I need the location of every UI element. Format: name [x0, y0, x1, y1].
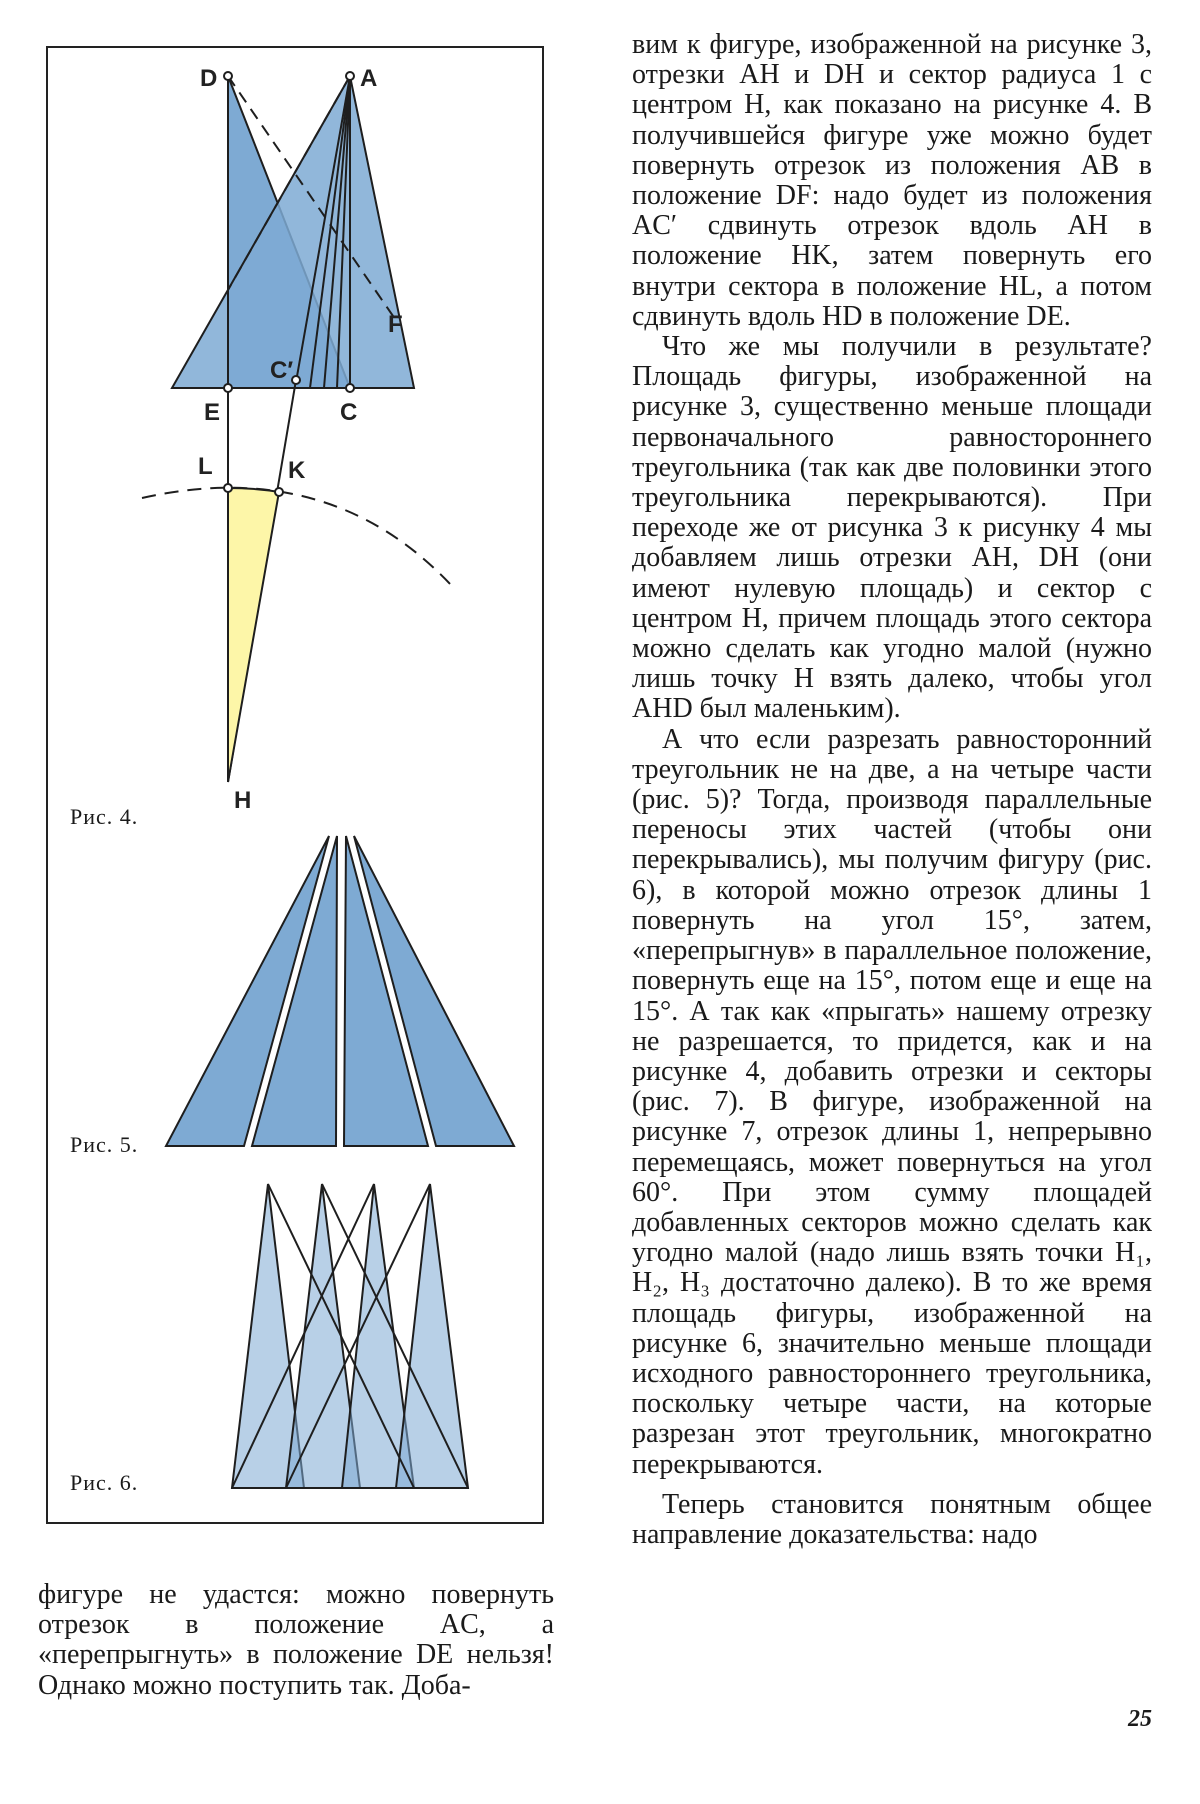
label-H: H: [234, 787, 252, 814]
label-E: E: [204, 399, 221, 426]
fig6-piece-4: [396, 1184, 468, 1488]
right-column-text: [632, 30, 1152, 1550]
point-D: [224, 72, 232, 80]
page-number: 25: [1128, 1706, 1152, 1732]
paragraph: Теперь становится понятным общее направление доказательства: надо: [632, 1488, 1152, 1550]
paragraph: Что же мы получили в результате? Площадь фигуры, изображенной на рисунке 3, существенно меньше площади первоначального равностороннего треугольника (так как две половинки этого треугольника перекрываются). При переходе же от рисунка 3 к рисунку 4 мы добавляем лишь отрезки AH, DH (они имеют нулевую площадь) и сектор с центром H, причем площадь этого сектора можно сделать как угодно малой (нужно лишь точку H взять далеко, чтобы угол AHD был маленьким).: [632, 331, 1152, 725]
fig4-sector: [228, 488, 279, 782]
paragraph: фигуре не удастся: можно повернуть отрезок в положение AC, а «перепрыгнуть» в положение DE нельзя! Однако можно поступить так. Доба-: [38, 1579, 554, 1701]
label-K: K: [288, 457, 306, 484]
figure-5: [166, 836, 514, 1146]
caption-fig4: Рис. 4.: [70, 804, 139, 829]
paragraph: А что если разрезать равносторонний треугольник не на две, а на четыре части (рис. 5)? Тогда, производя параллельные переносы этих частей (чтобы они перекрывались), мы получим фигуру (рис. 6), в которой можно отрезок длины 1 повернуть на угол 15°, затем, «перепрыгнув» в параллельное положение, повернуть еще на 15°, потом еще и еще на 15°. А так как «прыгать» нашему отрезку не разрешается, то придется, как и на рисунке 4, добавить отрезки и секторы (рис. 7). В фигуре, изображенной на рисунке 7, отрезок длины 1, непрерывно перемещаясь, может повернуться на угол 60°. При этом сумму площадей добавленных секторов можно сделать как угодно малой (надо лишь взять точки H₁, H₂, H₃ достаточно далеко). В то же время площадь фигуры, изображенной на рисунке 6, значительно меньше площади исходного равностороннего треугольника, поскольку четыре части, на которые разрезан этот треугольник, многократно перекрываются.: [632, 723, 1152, 1480]
point-L: [224, 484, 232, 492]
label-L: L: [198, 453, 213, 480]
caption-fig5: Рис. 5.: [70, 1132, 139, 1157]
figure-6: [232, 1184, 468, 1488]
fig4-right-half: [172, 76, 414, 388]
caption-fig6: Рис. 6.: [70, 1470, 139, 1495]
fig4-dashed-arc: [142, 488, 452, 586]
label-C-prime: C′: [270, 357, 294, 384]
point-K: [275, 488, 283, 496]
label-D: D: [200, 65, 218, 92]
label-A: A: [360, 65, 378, 92]
left-column-text: [38, 1580, 554, 1701]
label-F: F: [388, 311, 403, 338]
paragraph: вим к фигуре, изображенной на рисунке 3, отрезки AH и DH и сектор радиуса 1 с центром H, как показано на рисунке 4. В получившейся фигуре уже можно будет повернуть отрезок из положения AB в положение DF: надо будет из положения AC′ сдвинуть отрезок вдоль AH в положение HK, затем повернуть его внутри сектора в положение HL, а потом сдвинуть вдоль HD в положение DE.: [632, 29, 1152, 332]
point-C: [346, 384, 354, 392]
figures-svg: [0, 0, 600, 1560]
label-C: C: [340, 399, 358, 426]
point-E: [224, 384, 232, 392]
point-A: [346, 72, 354, 80]
figure-4: [142, 65, 452, 814]
point-C-prime: [292, 376, 300, 384]
